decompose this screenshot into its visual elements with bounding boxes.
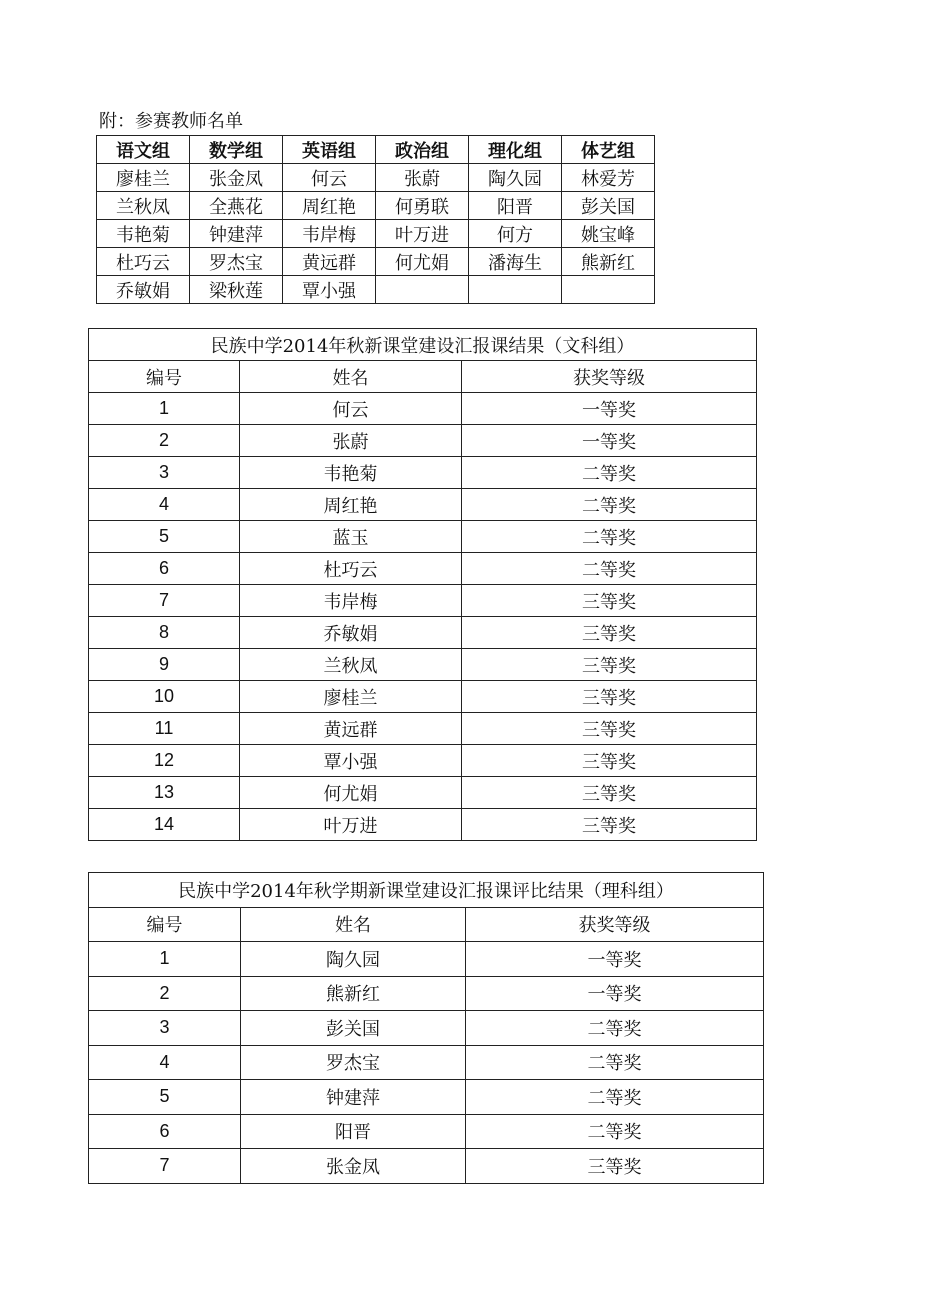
row-number-cell: 14 [89, 809, 240, 841]
teacher-name-cell: 彭关国 [241, 1011, 466, 1046]
table-cell: 姚宝峰 [562, 220, 655, 248]
table-cell: 何勇联 [376, 192, 469, 220]
table-cell: 钟建萍 [190, 220, 283, 248]
row-number-cell: 5 [89, 1080, 241, 1115]
table-row [89, 489, 757, 521]
roster-header-physchem: 理化组 [469, 136, 562, 164]
roster-header-pe-arts: 体艺组 [562, 136, 655, 164]
award-level-cell: 二等奖 [462, 489, 757, 521]
table-cell: 周红艳 [283, 192, 376, 220]
row-number-cell: 1 [89, 393, 240, 425]
table-row [89, 777, 757, 809]
row-number-cell: 4 [89, 1045, 241, 1080]
row-number-cell: 7 [89, 1149, 241, 1184]
sci-header-number: 编号 [89, 907, 241, 942]
table-row [97, 192, 655, 220]
row-number-cell: 3 [89, 1011, 241, 1046]
award-level-cell: 二等奖 [466, 1080, 764, 1115]
row-number-cell: 12 [89, 745, 240, 777]
arts-title-row [89, 329, 757, 361]
table-cell: 林爱芳 [562, 164, 655, 192]
table-cell: 熊新红 [562, 248, 655, 276]
table-cell: 何方 [469, 220, 562, 248]
sci-header-name: 姓名 [241, 907, 466, 942]
award-level-cell: 三等奖 [462, 617, 757, 649]
table-cell: 彭关国 [562, 192, 655, 220]
award-level-cell: 一等奖 [462, 393, 757, 425]
row-number-cell: 1 [89, 942, 241, 977]
teacher-name-cell: 罗杰宝 [241, 1045, 466, 1080]
table-cell: 覃小强 [283, 276, 376, 304]
roster-caption: 附：参赛教师名单 [99, 111, 243, 132]
teacher-name-cell: 何尤娟 [240, 777, 462, 809]
arts-table-title: 民族中学2014年秋新课堂建设汇报课结果（文科组） [89, 329, 757, 361]
row-number-cell: 7 [89, 585, 240, 617]
science-results-table [88, 872, 764, 1184]
sci-title-row [89, 873, 764, 908]
award-level-cell: 二等奖 [466, 1011, 764, 1046]
table-row [89, 681, 757, 713]
table-row [97, 164, 655, 192]
teacher-name-cell: 阳晋 [241, 1114, 466, 1149]
award-level-cell: 三等奖 [466, 1149, 764, 1184]
teacher-name-cell: 张蔚 [240, 425, 462, 457]
teacher-name-cell: 钟建萍 [241, 1080, 466, 1115]
table-cell: 韦岸梅 [283, 220, 376, 248]
table-cell: 张金凤 [190, 164, 283, 192]
table-row [89, 585, 757, 617]
table-row [89, 809, 757, 841]
roster-header-chinese: 语文组 [97, 136, 190, 164]
roster-header-math: 数学组 [190, 136, 283, 164]
table-row [89, 1011, 764, 1046]
table-row [89, 649, 757, 681]
table-cell: 何尤娟 [376, 248, 469, 276]
arts-header-row [89, 361, 757, 393]
row-number-cell: 8 [89, 617, 240, 649]
award-level-cell: 一等奖 [462, 425, 757, 457]
teacher-name-cell: 乔敏娟 [240, 617, 462, 649]
sci-header-row [89, 907, 764, 942]
sci-table-title: 民族中学2014年秋学期新课堂建设汇报课评比结果（理科组） [89, 873, 764, 908]
teacher-name-cell: 覃小强 [240, 745, 462, 777]
teacher-name-cell: 陶久园 [241, 942, 466, 977]
arts-header-award: 获奖等级 [462, 361, 757, 393]
teacher-name-cell: 韦艳菊 [240, 457, 462, 489]
award-level-cell: 一等奖 [466, 976, 764, 1011]
table-row [97, 276, 655, 304]
arts-header-number: 编号 [89, 361, 240, 393]
row-number-cell: 4 [89, 489, 240, 521]
table-cell: 梁秋莲 [190, 276, 283, 304]
row-number-cell: 6 [89, 553, 240, 585]
row-number-cell: 5 [89, 521, 240, 553]
row-number-cell: 11 [89, 713, 240, 745]
award-level-cell: 二等奖 [466, 1114, 764, 1149]
table-row [89, 1045, 764, 1080]
award-level-cell: 二等奖 [462, 521, 757, 553]
award-level-cell: 三等奖 [462, 777, 757, 809]
row-number-cell: 9 [89, 649, 240, 681]
teacher-name-cell: 熊新红 [241, 976, 466, 1011]
table-cell [562, 276, 655, 304]
table-cell: 杜巧云 [97, 248, 190, 276]
teacher-name-cell: 兰秋凤 [240, 649, 462, 681]
table-row [97, 220, 655, 248]
table-cell [376, 276, 469, 304]
teacher-name-cell: 黄远群 [240, 713, 462, 745]
table-row [89, 976, 764, 1011]
table-cell: 罗杰宝 [190, 248, 283, 276]
table-cell: 廖桂兰 [97, 164, 190, 192]
table-cell [469, 276, 562, 304]
award-level-cell: 二等奖 [462, 553, 757, 585]
award-level-cell: 三等奖 [462, 713, 757, 745]
sci-header-award: 获奖等级 [466, 907, 764, 942]
table-cell: 潘海生 [469, 248, 562, 276]
table-row [89, 745, 757, 777]
award-level-cell: 三等奖 [462, 681, 757, 713]
table-cell: 张蔚 [376, 164, 469, 192]
teacher-name-cell: 张金凤 [241, 1149, 466, 1184]
table-row [97, 248, 655, 276]
arts-header-name: 姓名 [240, 361, 462, 393]
row-number-cell: 2 [89, 976, 241, 1011]
teacher-name-cell: 廖桂兰 [240, 681, 462, 713]
row-number-cell: 13 [89, 777, 240, 809]
award-level-cell: 三等奖 [462, 649, 757, 681]
award-level-cell: 二等奖 [466, 1045, 764, 1080]
row-number-cell: 6 [89, 1114, 241, 1149]
table-row [89, 457, 757, 489]
teacher-roster-table [96, 135, 655, 304]
table-row [89, 1149, 764, 1184]
row-number-cell: 10 [89, 681, 240, 713]
row-number-cell: 2 [89, 425, 240, 457]
teacher-name-cell: 叶万进 [240, 809, 462, 841]
table-row [89, 393, 757, 425]
teacher-name-cell: 周红艳 [240, 489, 462, 521]
table-row [89, 942, 764, 977]
teacher-name-cell: 杜巧云 [240, 553, 462, 585]
table-cell: 阳晋 [469, 192, 562, 220]
roster-header-row [97, 136, 655, 164]
award-level-cell: 二等奖 [462, 457, 757, 489]
table-cell: 何云 [283, 164, 376, 192]
table-cell: 黄远群 [283, 248, 376, 276]
teacher-name-cell: 蓝玉 [240, 521, 462, 553]
roster-header-politics: 政治组 [376, 136, 469, 164]
award-level-cell: 三等奖 [462, 809, 757, 841]
table-row [89, 521, 757, 553]
table-row [89, 1080, 764, 1115]
award-level-cell: 三等奖 [462, 745, 757, 777]
table-row [89, 425, 757, 457]
table-row [89, 713, 757, 745]
table-row [89, 553, 757, 585]
table-cell: 兰秋凤 [97, 192, 190, 220]
table-row [89, 1114, 764, 1149]
roster-header-english: 英语组 [283, 136, 376, 164]
arts-results-table [88, 328, 757, 841]
table-cell: 全燕花 [190, 192, 283, 220]
table-cell: 乔敏娟 [97, 276, 190, 304]
row-number-cell: 3 [89, 457, 240, 489]
table-row [89, 617, 757, 649]
teacher-name-cell: 何云 [240, 393, 462, 425]
table-cell: 叶万进 [376, 220, 469, 248]
table-cell: 韦艳菊 [97, 220, 190, 248]
award-level-cell: 一等奖 [466, 942, 764, 977]
award-level-cell: 三等奖 [462, 585, 757, 617]
teacher-name-cell: 韦岸梅 [240, 585, 462, 617]
table-cell: 陶久园 [469, 164, 562, 192]
